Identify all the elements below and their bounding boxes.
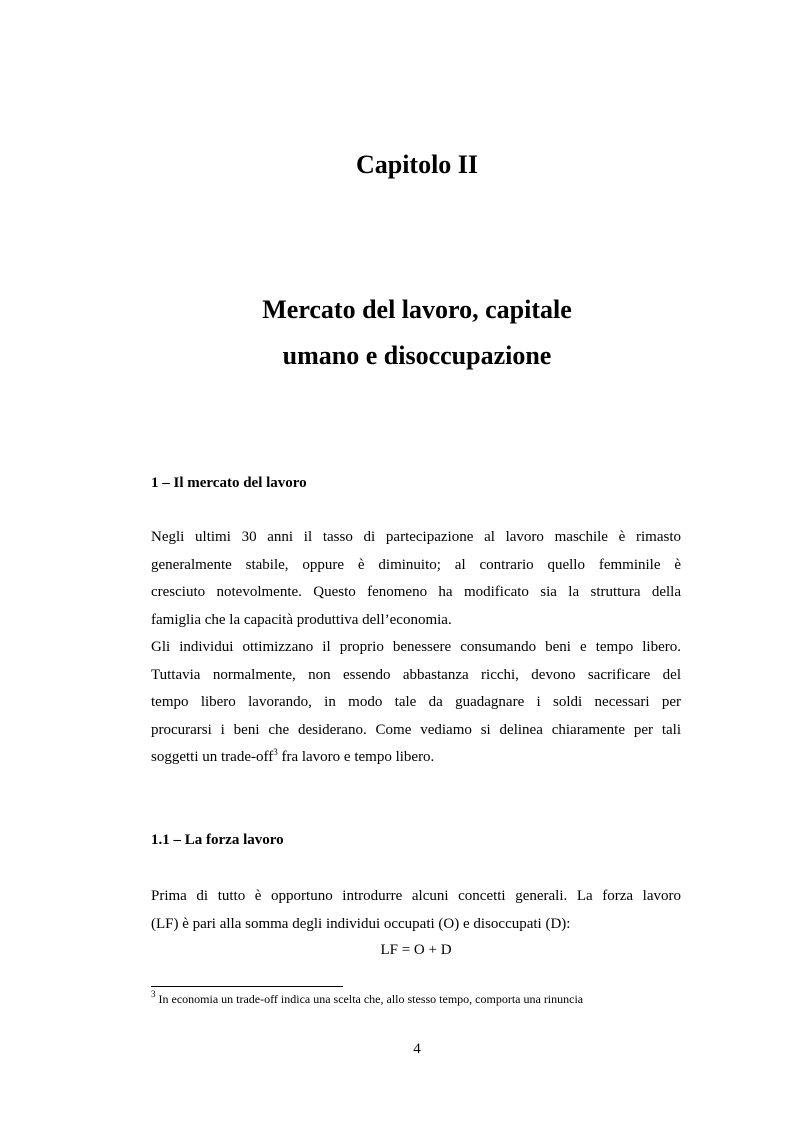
text-line: (LF) è pari alla somma degli individui occupati (O) e disoccupati (D): [151, 915, 571, 932]
text-line: famiglia che la capacità produttiva dell’economia. [151, 611, 452, 628]
paragraph-tradeoff [151, 634, 681, 772]
text-line: Negli ultimi 30 anni il tasso di partecipazione al lavoro maschile è rimasto [151, 529, 681, 545]
text-line: cresciuto notevolmente. Questo fenomeno ha modificato sia la struttura della [151, 584, 681, 600]
text-line: procurarsi i beni che desiderano. Come vediamo si delinea chiaramente per tali [151, 721, 681, 738]
text-fragment: fra lavoro e tempo libero. [277, 749, 435, 765]
section-heading-1: 1 – Il mercato del lavoro [151, 475, 307, 491]
paragraph-labor-participation [151, 524, 681, 634]
paragraph-labor-force [151, 883, 681, 938]
footnote-number: 3 [151, 989, 156, 999]
text-fragment: soggetti un trade-off [151, 749, 274, 765]
chapter-subtitle-line-1: Mercato del lavoro, capitale [262, 295, 572, 324]
labor-force-formula: LF = O + D [380, 942, 452, 958]
text-line: Tuttavia normalmente, non essendo abbastanza ricchi, devono sacrificare del [151, 666, 681, 683]
chapter-subtitle [0, 287, 794, 379]
text-line: Gli individui ottimizzano il proprio benessere consumando beni e tempo libero. [151, 639, 681, 655]
footnote-3 [151, 989, 584, 1007]
section-heading-1-1: 1.1 – La forza lavoro [151, 832, 284, 848]
text-line [151, 744, 681, 772]
text-line: generalmente stabile, oppure è diminuito; al contrario quello femminile è [151, 556, 681, 573]
footnote-separator [151, 986, 343, 987]
text-line: tempo libero lavorando, in modo tale da guadagnare i soldi necessari per [151, 694, 681, 710]
footnote-text: In economia un trade-off indica una scelta che, allo stesso tempo, comporta una rinuncia [155, 992, 584, 1006]
footnote-reference[interactable]: 3 [273, 747, 278, 757]
chapter-title: Capitolo II [355, 150, 479, 179]
chapter-subtitle-line-2: umano e disoccupazione [282, 341, 552, 370]
text-line: Prima di tutto è opportuno introdurre alcuni concetti generali. La forza lavoro [151, 888, 681, 904]
page-number: 4 [413, 1041, 421, 1057]
